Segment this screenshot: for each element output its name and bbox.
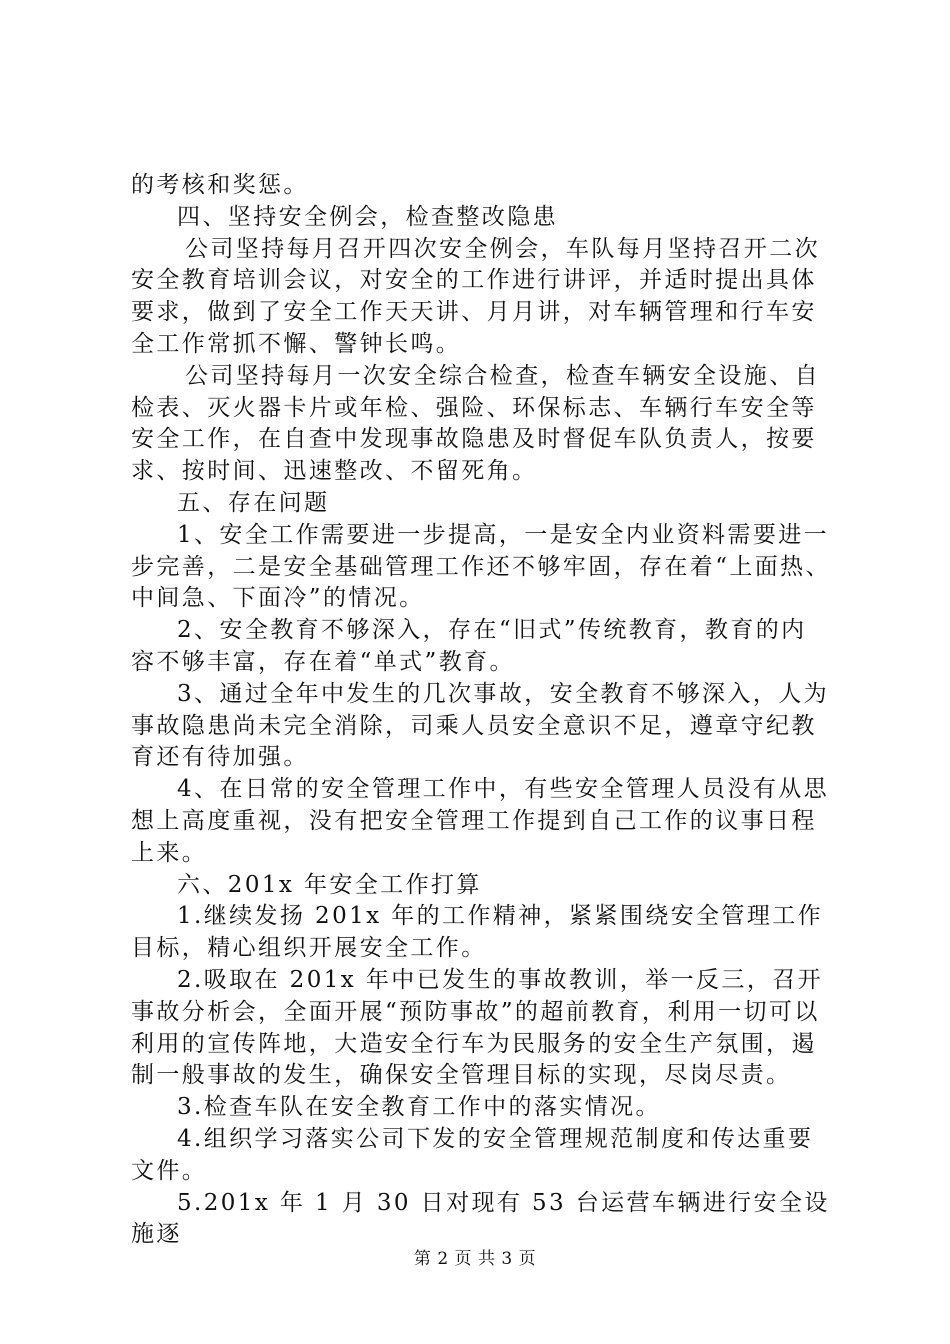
list-item: 2、安全教育不够深入，存在“旧式”传统教育，教育的内容不够丰富，存在着“单式”教育。 (131, 617, 807, 675)
paragraph: 公司坚持每月一次安全综合检查，检查车辆安全设施、自检表、灭火器卡片或年检、强险、环保标志、车辆行车安全等安全工作，在自查中发现事故隐患及时督促车队负责人，按要求、按时间、迅速整改、不留死角。 (131, 362, 820, 485)
section-heading: 五、存在问题 (177, 489, 330, 516)
paragraph: 的考核和奖惩。 (131, 172, 309, 198)
section-heading: 四、坚持安全例会，检查整改隐患 (177, 203, 558, 230)
list-item: 2.吸取在 201x 年中已发生的事故教训，举一反三，召开事故分析会，全面开展“预防事故”的超前教育，利用一切可以利用的宣传阵地，大造安全行车为民服务的安全生产氛围，遏制一般事故的发生，确保安全管理目标的实现，尽岗尽责。 (131, 966, 824, 1089)
list-item: 3、通过全年中发生的几次事故，安全教育不够深入，人为事故隐患尚未完全消除，司乘人员安全意识不足，遵章守纪教育还有待加强。 (131, 680, 830, 771)
section-heading: 六、201x 年安全工作打算 (177, 871, 482, 898)
list-item: 4.组织学习落实公司下发的安全管理规范制度和传达重要文件。 (131, 1125, 814, 1184)
page-number-footer: 第 2 页 共 3 页 (413, 1249, 537, 1269)
list-item: 4、在日常的安全管理工作中，有些安全管理人员没有从思想上高度重视，没有把安全管理工作提到自己工作的议事日程上来。 (131, 776, 830, 866)
list-item: 5.201x 年 1 月 30 日对现有 53 台运营车辆进行安全设施逐 (131, 1189, 830, 1248)
list-item: 3.检查车队在安全教育工作中的落实情况。 (177, 1094, 661, 1121)
list-item: 1、安全工作需要进一步提高，一是安全内业资料需要进一步完善，二是安全基础管理工作还不够牢固，存在着“上面热、中间急、下面冷”的情况。 (131, 521, 831, 612)
document-body (131, 170, 831, 1251)
list-item: 1.继续发扬 201x 年的工作精神，紧紧围绕安全管理工作目标，精心组织开展安全工作。 (131, 903, 824, 962)
paragraph: 公司坚持每月召开四次安全例会，车队每月坚持召开二次安全教育培训会议，对安全的工作进行讲评，并适时提出具体要求，做到了安全工作天天讲、月月讲，对车辆管理和行车安全工作常抓不懈、警钟长鸣。 (131, 235, 820, 357)
